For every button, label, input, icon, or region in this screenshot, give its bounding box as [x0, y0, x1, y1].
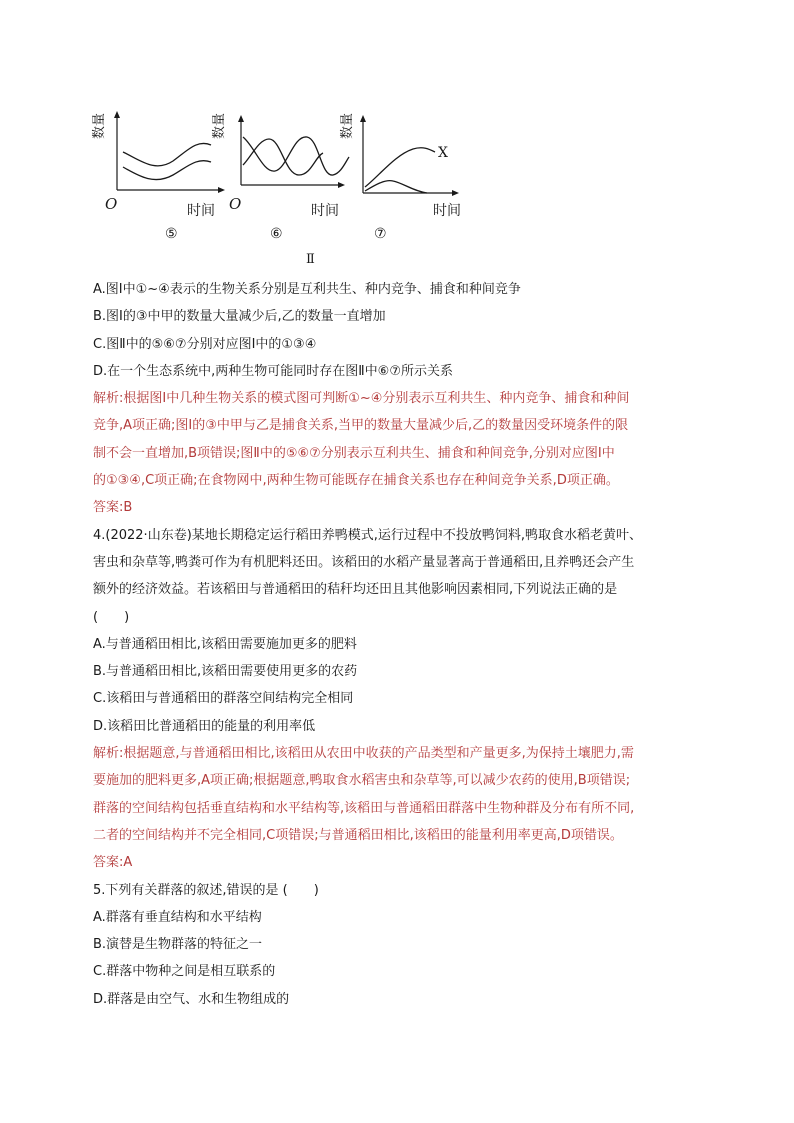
curve-x-label: X: [438, 145, 448, 161]
document-body: [93, 276, 713, 1013]
graph-panel-6: [211, 113, 349, 219]
stem-line: ( ): [93, 609, 130, 625]
option-b: B.图Ⅰ的③中甲的数量大量减少后,乙的数量一直增加: [93, 309, 386, 325]
analysis-line: 解析:根据图Ⅰ中几种生物关系的模式图可判断①~④分别表示互利共生、种内竞争、捕食和种间: [93, 391, 630, 407]
panel-label-5: ⑤: [165, 226, 178, 242]
panel-label-7: ⑦: [374, 226, 387, 242]
y-axis-label: 数量: [92, 112, 107, 139]
question-3-options: [93, 276, 713, 385]
question-4-stem: [93, 522, 713, 631]
curve-other: [365, 181, 427, 193]
x-axis-label: 时间: [433, 203, 461, 219]
figure-ii-graphs: [92, 105, 475, 225]
stem-line: 额外的经济效益。若该稻田与普通稻田的秸秆均还田且其他影响因素相同,下列说法正确的是: [93, 582, 618, 598]
stem-line: 4.(2022·山东卷)某地长期稳定运行稻田养鸭模式,运行过程中不投放鸭饲料,鸭取食水稻老黄叶、: [93, 527, 643, 543]
option-a: A.与普通稻田相比,该稻田需要施加更多的肥料: [93, 636, 357, 652]
question-4-answer: 答案:A: [93, 855, 133, 871]
analysis-line: 的①③④,C项正确;在食物网中,两种生物可能既存在捕食关系也存在种间竞争关系,D项正确。: [93, 473, 619, 489]
option-a: A.群落有垂直结构和水平结构: [93, 909, 262, 925]
curve-x: [365, 148, 435, 187]
x-axis-label: 时间: [311, 203, 339, 219]
figure-ii: [92, 105, 475, 225]
analysis-line: 二者的空间结构并不完全相同,C项错误;与普通稻田相比,该稻田的能量利用率更高,D项错误。: [93, 827, 623, 843]
panel-label-6: ⑥: [270, 226, 283, 242]
question-5-stem: 5.下列有关群落的叙述,错误的是 ( ): [93, 882, 319, 898]
option-c: C.群落中物种之间是相互联系的: [93, 964, 276, 980]
curve-upper: [123, 143, 211, 165]
option-a: A.图Ⅰ中①~④表示的生物关系分别是互利共生、种内竞争、捕食和种间竞争: [93, 282, 521, 297]
question-3-analysis: [93, 385, 713, 494]
origin-label: O: [229, 195, 242, 213]
graph-panel-7: [339, 113, 461, 219]
option-c: C.该稻田与普通稻田的群落空间结构完全相同: [93, 691, 354, 707]
question-4-analysis: [93, 740, 713, 849]
option-d: D.该稻田比普通稻田的能量的利用率低: [93, 718, 316, 734]
analysis-line: 要施加的肥料更多,A项正确;根据题意,鸭取食水稻害虫和杂草等,可以减少农药的使用,B项错误;: [93, 773, 631, 789]
option-b: B.演替是生物群落的特征之一: [93, 937, 263, 953]
option-d: D.群落是由空气、水和生物组成的: [93, 991, 290, 1007]
question-4-options: [93, 631, 713, 740]
option-d: D.在一个生态系统中,两种生物可能同时存在图Ⅱ中⑥⑦所示关系: [93, 363, 453, 379]
analysis-line: 竞争,A项正确;图Ⅰ的③中甲与乙是捕食关系,当甲的数量大量减少后,乙的数量因受环境条件的限: [93, 418, 629, 434]
figure-caption: Ⅱ: [306, 252, 315, 267]
question-5-options: [93, 904, 713, 1013]
y-axis-label: 数量: [212, 112, 227, 139]
curve-predator: [243, 139, 323, 175]
option-c: C.图Ⅱ中的⑤⑥⑦分别对应图Ⅰ中的①③④: [93, 336, 317, 352]
analysis-line: 解析:根据题意,与普通稻田相比,该稻田从农田中收获的产品类型和产量更多,为保持土壤肥力,需: [93, 746, 634, 762]
origin-label: O: [105, 195, 118, 213]
stem-line: 害虫和杂草等,鸭粪可作为有机肥料还田。该稻田的水稻产量显著高于普通稻田,且养鸭还会产生: [93, 554, 635, 570]
question-3-answer: 答案:B: [93, 500, 133, 516]
option-b: B.与普通稻田相比,该稻田需要使用更多的农药: [93, 664, 358, 680]
analysis-line: 群落的空间结构包括垂直结构和水平结构等,该稻田与普通稻田群落中生物种群及分布有所不同,: [93, 800, 635, 816]
curve-prey: [243, 137, 349, 175]
y-axis-label: 数量: [340, 112, 355, 139]
x-axis-label: 时间: [187, 203, 215, 219]
analysis-line: 制不会一直增加,B项错误;图Ⅱ中的⑤⑥⑦分别表示互利共生、捕食和种间竞争,分别对应图Ⅰ中: [93, 445, 615, 461]
graph-panel-5: [91, 111, 225, 219]
